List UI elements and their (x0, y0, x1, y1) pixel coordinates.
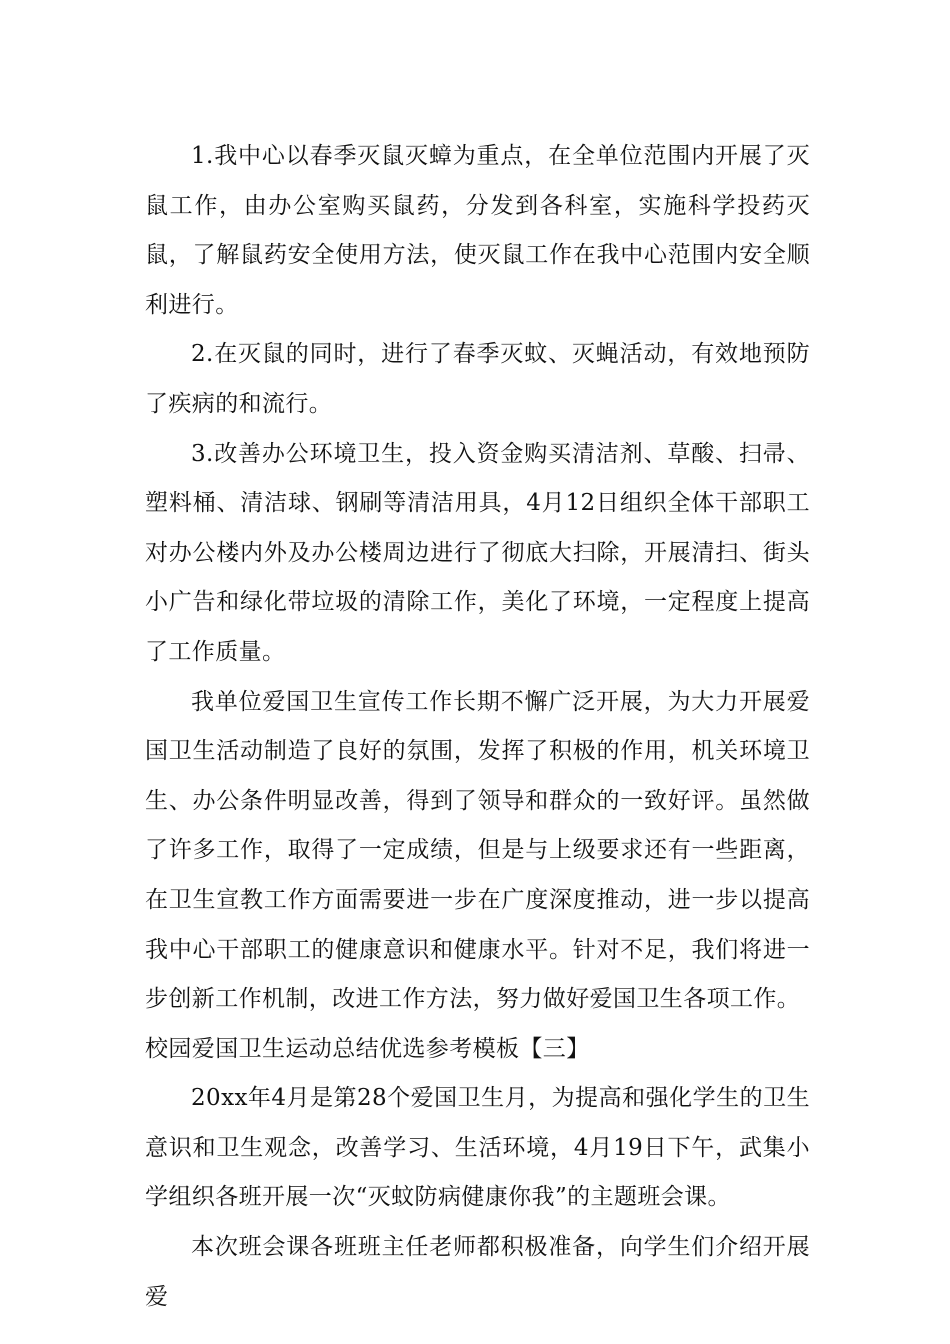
paragraph-office-cleaning: 3.改善办公环境卫生，投入资金购买清洁剂、草酸、扫帚、塑料桶、清洁球、钢刷等清洁用具，4月12日组织全体干部职工对办公楼内外及办公楼周边进行了彻底大扫除，开展清扫、街头小广告和绿化带垃圾的清除工作，美化了环境，一定程度上提高了工作质量。 (145, 440, 810, 665)
paragraph-class-meeting: 本次班会课各班班主任老师都积极准备，向学生们介绍开展爱 (145, 1234, 810, 1310)
paragraph-health-month: 20xx年4月是第28个爱国卫生月，为提高和强化学生的卫生意识和卫生观念，改善学习、生活环境，4月19日下午，武集小学组织各班开展一次“灭蚊防病健康你我”的主题班会课。 (145, 1085, 810, 1211)
section-heading: 校园爱国卫生运动总结优选参考模板【三】 (145, 1035, 590, 1062)
paragraph-mosquito-fly-control: 2.在灭鼠的同时，进行了春季灭蚊、灭蝇活动，有效地预防了疾病的和流行。 (145, 341, 810, 417)
paragraph-summary: 我单位爱国卫生宣传工作长期不懈广泛开展，为大力开展爱国卫生活动制造了良好的氛围，发挥了积极的作用，机关环境卫生、办公条件明显改善，得到了领导和群众的一致好评。虽然做了许多工作，取得了一定成绩，但是与上级要求还有一些距离，在卫生宣教工作方面需要进一步在广度深度推动，进一步以提高我中心干部职工的健康意识和健康水平。针对不足，我们将进一步创新工作机制，改进工作方法，努力做好爱国卫生各项工作。 (145, 688, 810, 1013)
paragraph-rodent-control: 1.我中心以春季灭鼠灭蟑为重点，在全单位范围内开展了灭鼠工作，由办公室购买鼠药，分发到各科室，实施科学投药灭鼠，了解鼠药安全使用方法，使灭鼠工作在我中心范围内安全顺利进行。 (145, 143, 810, 318)
document-page (145, 132, 810, 1322)
